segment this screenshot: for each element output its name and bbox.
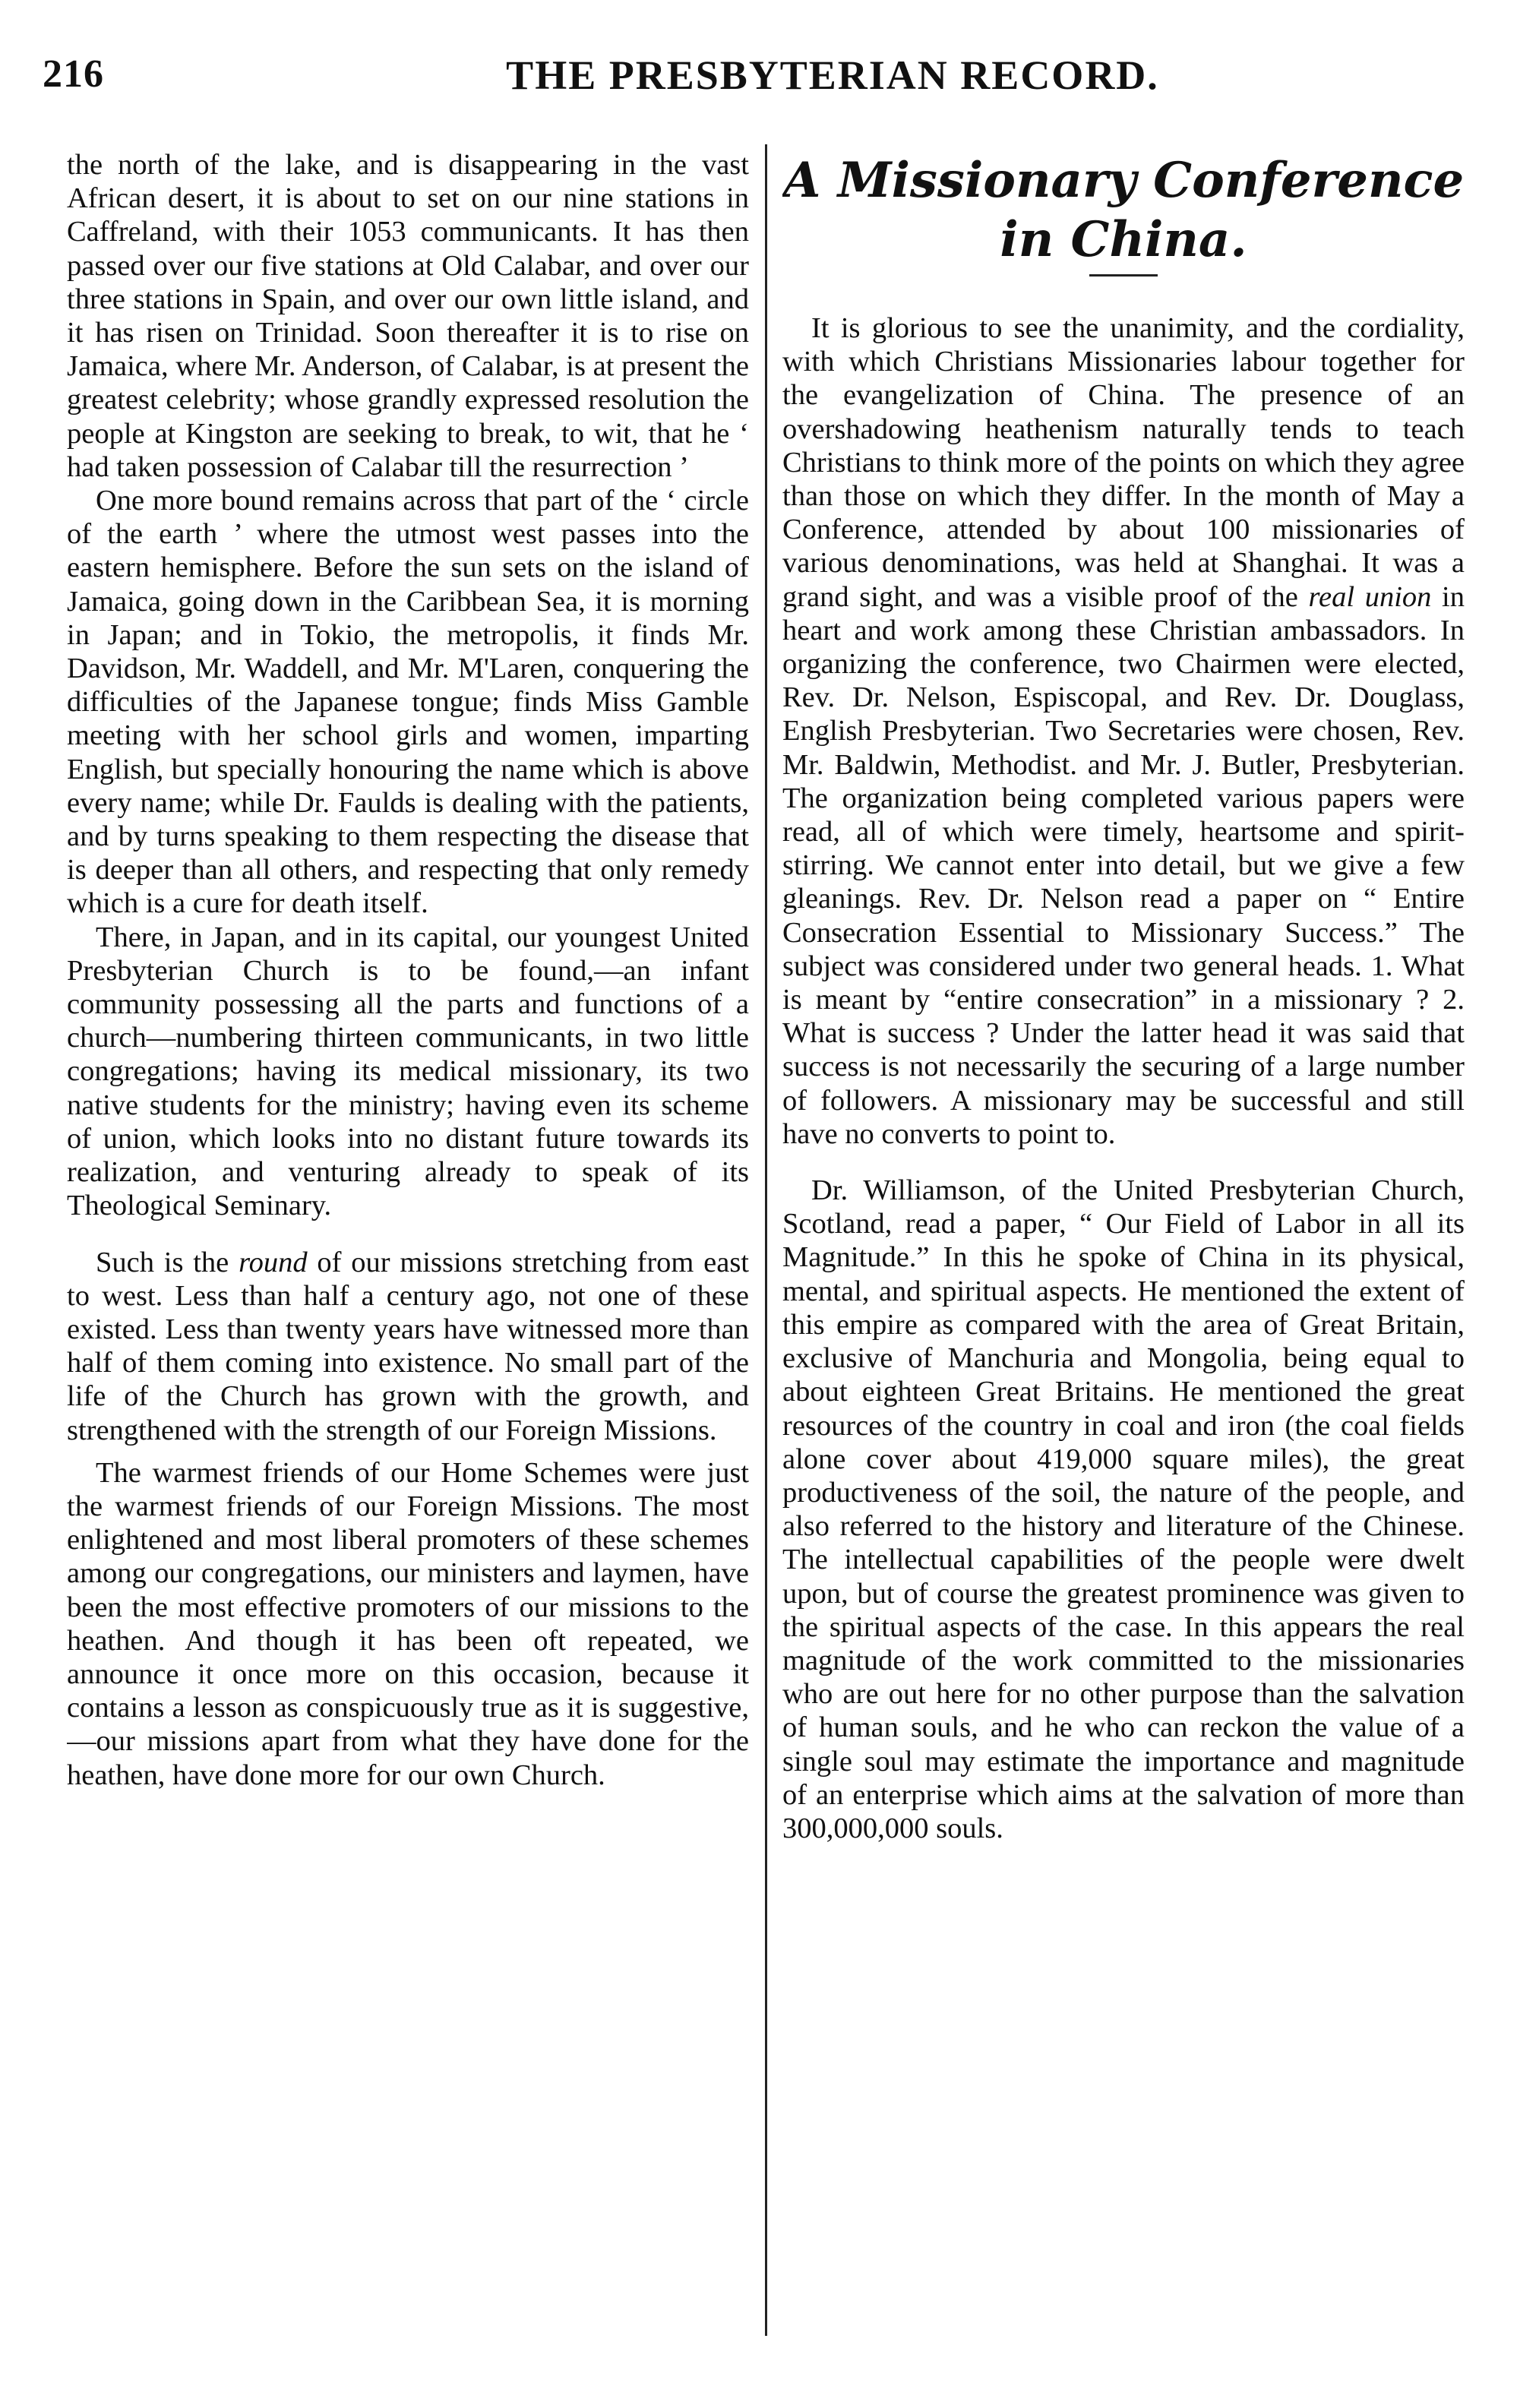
right-column (782, 148, 1465, 2336)
right-paragraph-1-start: It is glorious to see the unanimity, and the cordiality, with which Christians Missionaries labour together for the evangelization of China. The presence of an overshadowing heathenism naturally tends to teach Christians to think more of the points on which they agree than those on which they differ. In the month of May a Conference, attended by about 100 missionaries of various denominations, was held at Shanghai. It was a grand sight, and was a visible proof of the (782, 312, 1465, 613)
left-paragraph-4-end: of our missions stretching from east to west. Less than half a century ago, not one of these existed. Less than twenty years have witnessed more than half of them coming into existence. No small part of the life of the Church has grown with the growth, and strengthened with the strength of our Foreign Missions. (67, 1246, 749, 1446)
left-paragraph-4 (67, 1246, 749, 1447)
page-number: 216 (43, 52, 104, 96)
right-paragraph-1 (782, 311, 1465, 1151)
left-paragraph-4-start: Such is the (96, 1246, 239, 1278)
left-paragraph-3: There, in Japan, and in its capital, our youngest United Presbyterian Church is to be found,—an infant community possessing all the parts and functions of a church—numbering thirteen communicants, in two little congregations; having its medical missionary, its two native students for the ministry; having even its scheme of union, which looks into no distant future towards its realization, and venturing already to speak of its Theological Seminary. (67, 921, 749, 1222)
title-rule (1089, 274, 1158, 277)
left-paragraph-5: The warmest friends of our Home Schemes were just the warmest friends of our Foreign Missions. The most enlightened and most liberal promoters of these schemes among our congregations, our ministers and laymen, have been the most effective promoters of our missions to the heathen. And though it has been oft repeated, we announce it once more on this occasion, because it contains a lesson as conspicuously true as it is suggestive,—our missions apart from what they have done for the heathen, have done more for our own Church. (67, 1456, 749, 1791)
right-paragraph-1-end: in heart and work among these Christian ambassadors. In organizing the conference, two Chairmen were elected, Rev. Dr. Nelson, Espiscopal, and Rev. Dr. Douglass, English Presbyterian. Two Secretaries were chosen, Rev. Mr. Baldwin, Methodist. and Mr. J. Butler, Presbyterian. The organization being completed various papers were read, all of which were timely, heartsome and spirit-stirring. We cannot enter into detail, but we give a few gleanings. Rev. Dr. Nelson read a paper on “ Entire Consecration Essential to Missionary Success.” The subject was considered under two general heads. 1. What is meant by “entire consecration” in a missionary ? 2. What is success ? Under the latter head it was said that success is not necessarily the securing of a large number of followers. A missionary may be successful and still have no converts to point to. (782, 580, 1465, 1150)
left-paragraph-1: the north of the lake, and is disappearing in the vast African desert, it is about to set on our nine stations in Caffreland, with their 1053 communicants. It has then passed over our five stations at Old Calabar, and over our three stations in Spain, and over our own little island, and it has risen on Trinidad. Soon thereafter it is to rise on Jamaica, where Mr. Anderson, of Calabar, is at present the greatest celebrity; whose grandly expressed resolution the people at Kingston are seeking to break, to wit, that he ‘ had taken possession of Calabar till the resurrection ’ (67, 149, 749, 483)
right-paragraph-2: Dr. Williamson, of the United Presbyterian Church, Scotland, read a paper, “ Our Field of Labor in all its Magnitude.” In this he spoke of China in its physical, mental, and spiritual aspects. He mentioned the extent of this empire as compared with the area of Great Britain, exclusive of Manchuria and Mongolia, being equal to about eighteen Great Britains. He mentioned the great resources of the country in coal and iron (the coal fields alone cover about 419,000 square miles), the great productiveness of the soil, the nature of the people, and also referred to the history and literature of the Chinese. The intellectual capabilities of the people were dwelt upon, but of course the greatest prominence was given to the spiritual aspects of the case. In this appears the real magnitude of the work committed to the missionaries who are out here for no other purpose than the salvation of human souls, and he who can reckon the value of a single soul may estimate the importance and magnitude of an enterprise which aims at the salvation of more than 300,000,000 souls. (782, 1174, 1465, 1844)
running-title: THE PRESBYTERIAN RECORD. (506, 52, 1159, 98)
left-paragraph-2: One more bound remains across that part of the ‘ circle of the earth ’ where the utmost west passes into the eastern hemisphere. Before the sun sets on the island of Jamaica, going down in the Caribbean Sea, it is morning in Japan; and in Tokio, the metropolis, it finds Mr. Davidson, Mr. Waddell, and Mr. M'Laren, conquering the difficulties of the Japanese tongue; finds Miss Gamble meeting with her school girls and women, imparting English, but specially honouring the name which is above every name; while Dr. Faulds is dealing with the patients, and by turns speaking to them respecting the disease that is deeper than all others, and respecting that only remedy which is a cure for death itself. (67, 485, 749, 920)
page-header (43, 46, 1493, 114)
right-paragraph-1-emphasis: real union (1308, 580, 1432, 613)
column-divider (765, 144, 767, 2336)
article-title: A Missionary Conference in China. (782, 152, 1465, 268)
left-paragraph-4-emphasis: round (239, 1246, 308, 1278)
left-column (67, 148, 749, 2336)
